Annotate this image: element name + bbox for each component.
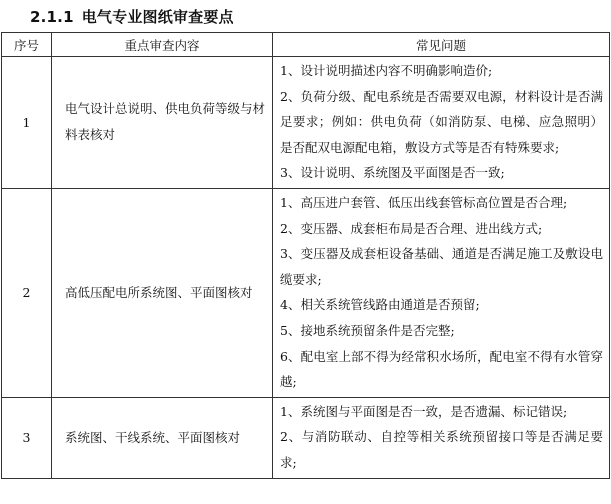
table-row: [2, 397, 610, 478]
header-seq: 序号: [2, 33, 52, 57]
review-points-table: [1, 32, 610, 479]
row-seq: 3: [2, 397, 52, 478]
section-number: 2.1.1: [30, 8, 74, 26]
row-seq: 2: [2, 188, 52, 397]
issue-item: 1、设计说明描述内容不明确影响造价;: [280, 63, 493, 78]
issue-item: 3、变压器及成套柜设备基础、通道是否满足施工及敷设电缆要求;: [280, 246, 603, 287]
section-heading: [30, 6, 234, 28]
issue-item: 1、高压进户套管、低压出线套管标高位置是否合理;: [280, 194, 568, 210]
issue-item: 2、变压器、成套柜布局是否合理、进出线方式;: [280, 220, 543, 236]
row-issues: [273, 397, 610, 478]
table-row: [2, 188, 610, 397]
issue-item: 2、负荷分级、配电系统是否需要双电源，材料设计是否满足要求；例如：供电负荷（如消防泵、电梯、应急照明）是否配双电源配电箱，敷设方式等是否有特殊要求;: [280, 88, 603, 155]
issue-item: 5、接地系统预留条件是否完整;: [280, 322, 455, 338]
issue-item: 2、与消防联动、自控等相关系统预留接口等是否满足要求;: [280, 429, 603, 470]
section-title: 电气专业图纸审查要点: [81, 8, 234, 26]
row-focus: 电气设计总说明、供电负荷等级与材料表核对: [52, 57, 273, 189]
issue-item: 4、相关系统管线路由通道是否预留;: [280, 297, 480, 313]
header-issues: 常见问题: [273, 33, 610, 57]
header-focus: 重点审查内容: [52, 33, 273, 57]
issue-item: 3、设计说明、系统图及平面图是否一致;: [280, 165, 505, 181]
row-focus: 高低压配电所系统图、平面图核对: [52, 188, 273, 397]
row-focus: 系统图、干线系统、平面图核对: [52, 397, 273, 478]
issue-item: 6、配电室上部不得为经常积水场所，配电室不得有水管穿越;: [280, 348, 603, 390]
table-row: [2, 57, 610, 189]
issue-item: 1、系统图与平面图是否一致，是否遗漏、标记错误;: [280, 403, 568, 419]
row-issues: [273, 57, 610, 189]
table-header-row: [2, 33, 610, 57]
row-issues: [273, 188, 610, 397]
row-seq: 1: [2, 57, 52, 189]
